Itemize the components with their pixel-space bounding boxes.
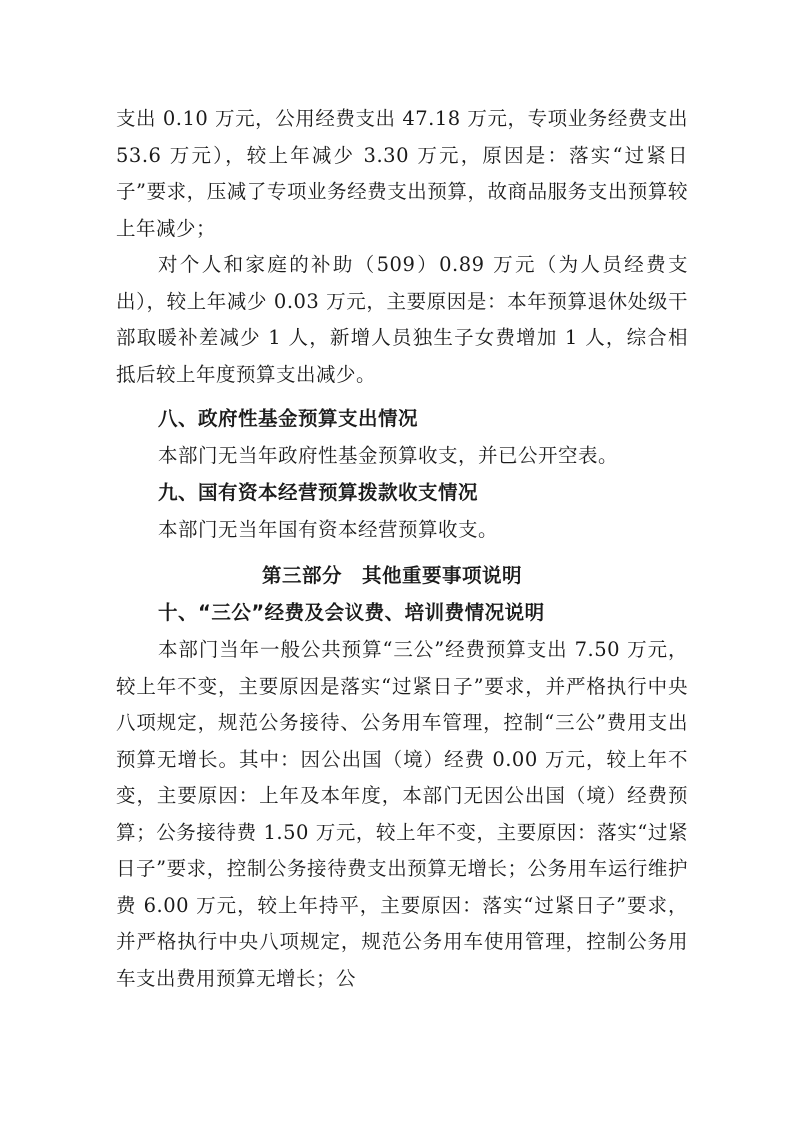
heading-three-public-expenses: 十、“三公”经费及会议费、培训费情况说明 bbox=[158, 601, 545, 624]
heading-state-capital-budget: 九、国有资本经营预算拨款收支情况 bbox=[158, 481, 479, 504]
heading-government-fund-budget: 八、政府性基金预算支出情况 bbox=[158, 407, 419, 430]
paragraph-commodity-services: 支出 0.10 万元，公用经费支出 47.18 万元，专项业务经费支出 53.6 万元），较上年减少 3.30 万元，原因是：落实“过紧日子”要求，压减了专项业务经费支出预算，故商品服务支出预算较上年减少； bbox=[116, 107, 688, 240]
paragraph-government-fund-budget: 本部门无当年政府性基金预算收支，并已公开空表。 bbox=[158, 444, 619, 467]
heading-part-three: 第三部分 其他重要事项说明 bbox=[262, 564, 523, 587]
paragraph-three-public-expenses: 本部门当年一般公共预算“三公”经费预算支出 7.50 万元，较上年不变，主要原因是落实“过紧日子”要求，并严格执行中央八项规定，规范公务接待、公务用车管理，控制“三公”费用支出预算无增长。其中：因公出国（境）经费 0.00 万元，较上年不变，主要原因：上年及本年度，本部门无因公出国（境）经费预算；公务接待费 1.50 万元，较上年不变，主要原因：落实“过紧日子”要求，控制公务接待费支出预算无增长；公务用车运行维护费 6.00 万元，较上年持平，主要原因：落实“过紧日子”要求，并严格执行中央八项规定，规范公务用车使用管理，控制公务用车支出费用预算无增长；公 bbox=[116, 638, 688, 990]
paragraph-state-capital-budget: 本部门无当年国有资本经营预算收支。 bbox=[158, 518, 499, 541]
paragraph-personal-family-subsidy: 对个人和家庭的补助（509）0.89 万元（为人员经费支出），较上年减少 0.03 万元，主要原因是：本年预算退休处级干部取暖补差减少 1 人，新增人员独生子女费增加 1 人，综合相抵后较上年度预算支出减少。 bbox=[116, 253, 688, 386]
